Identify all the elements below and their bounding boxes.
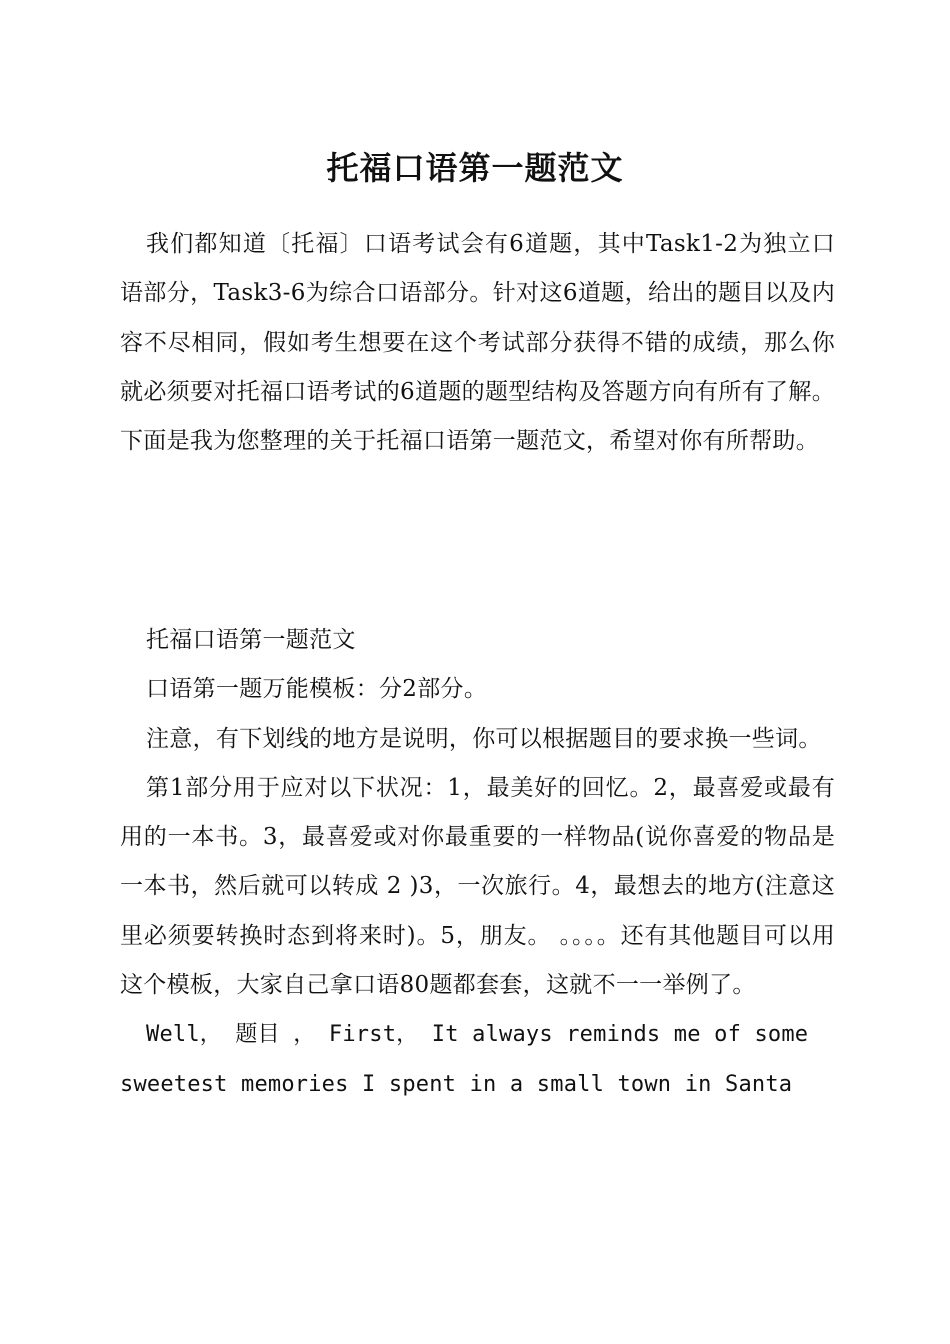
intro-paragraph: 我们都知道〔托福〕口语考试会有6道题，其中Task1-2为独立口语部分，Task3-6为综合口语部分。针对这6道题，给出的题目以及内容不尽相同，假如考生想要在这个考试部分获得不错的成绩，那么你就必须要对托福口语考试的6道题的题型结构及答题方向有所有了解。下面是我为您整理的关于托福口语第一题范文，希望对你有所帮助。 — [120, 231, 835, 455]
template-intro-paragraph: 口语第一题万能模板：分2部分。 — [146, 676, 488, 703]
part1-paragraph: 第1部分用于应对以下状况：1，最美好的回忆。2，最喜爱或最有用的一本书。3，最喜爱或对你最重要的一样物品(说你喜爱的物品是一本书，然后就可以转成 2 )3，一次旅行。4，最想去的地方(注意这里必须要转换时态到将来时)。5，朋友。 。。。。还有其他题目可以用这个模板，大家自己拿口语80题都套套，这就不一一举例了。 — [120, 774, 835, 999]
note-paragraph: 注意，有下划线的地方是说明，你可以根据题目的要求换一些词。 — [146, 725, 822, 752]
intro-block — [120, 220, 835, 466]
section-block — [120, 616, 835, 1109]
sample-paragraph: Well， 题目 ， First， It always reminds me of some sweetest memories I spent in a small town in Santa — [120, 1022, 809, 1097]
document-title: 托福口语第一题范文 — [326, 149, 624, 187]
section-heading: 托福口语第一题范文 — [146, 627, 356, 653]
